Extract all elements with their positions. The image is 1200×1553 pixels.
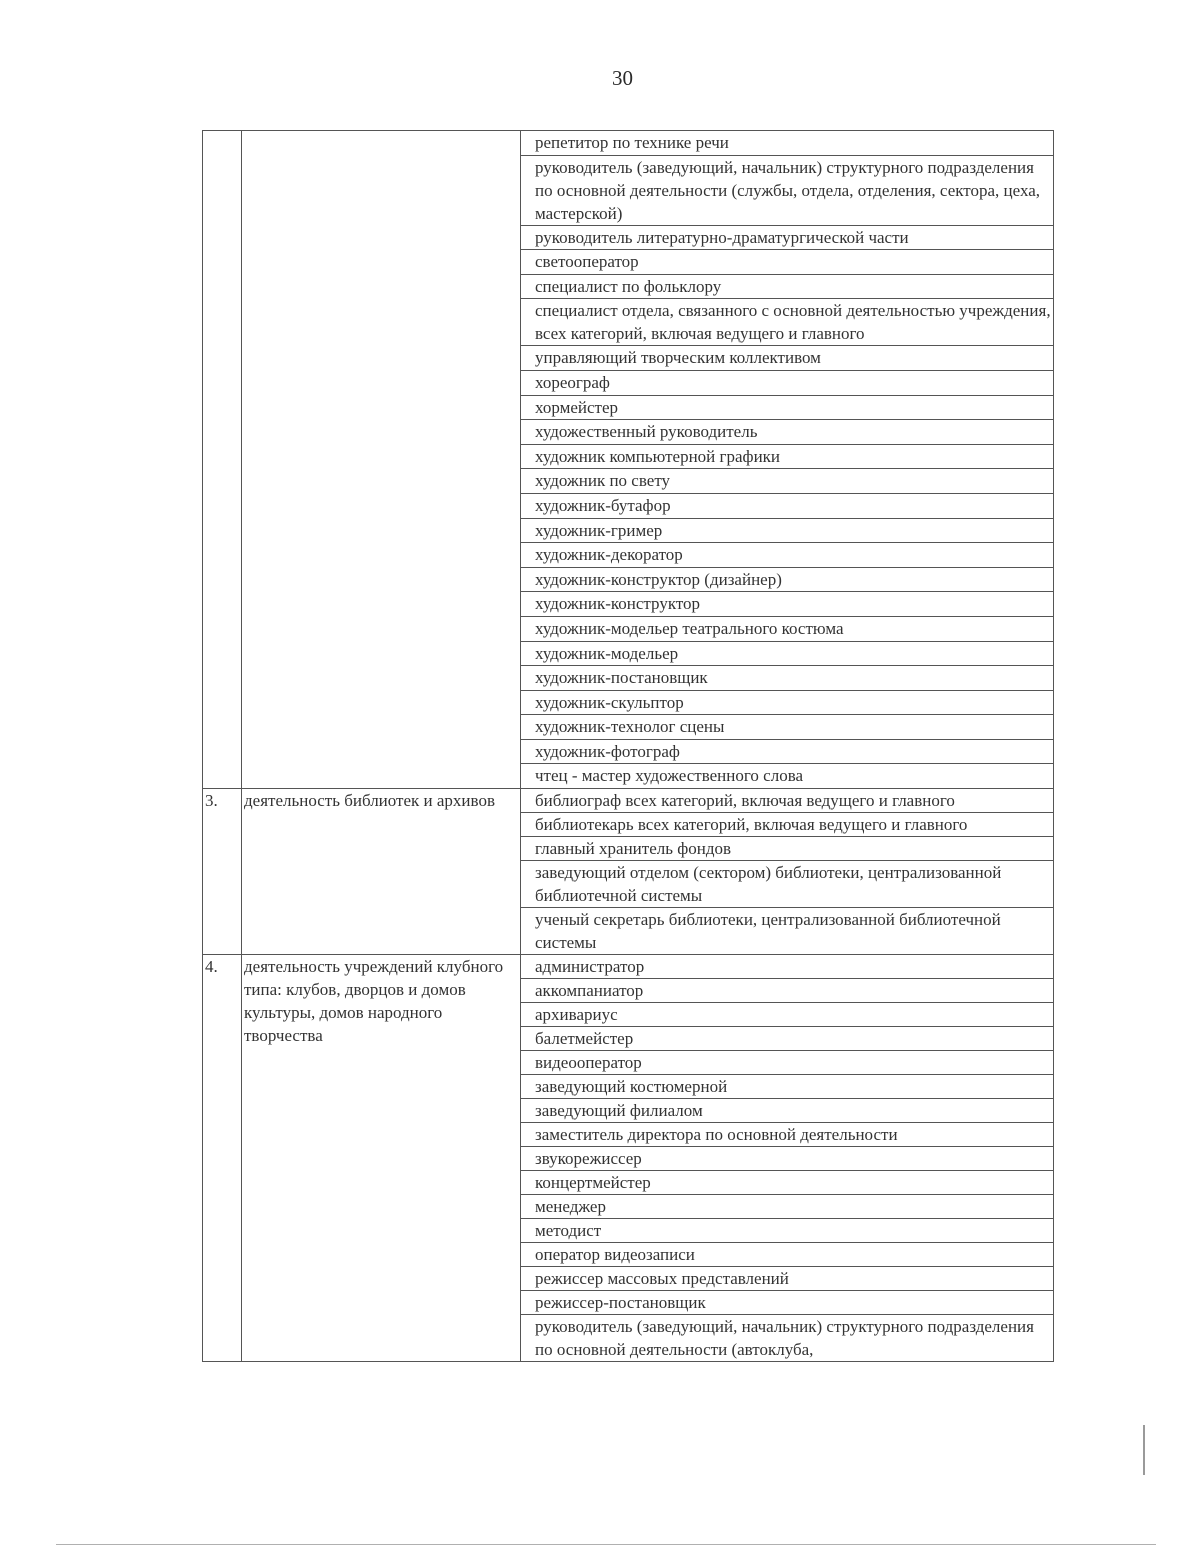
position-cell: художник-технолог сцены [521,715,1054,740]
activity-cell [242,131,521,789]
position-cell: администратор [521,955,1054,979]
position-cell: художник-постановщик [521,666,1054,691]
row-number-cell [203,131,242,789]
position-cell: художественный руководитель [521,420,1054,445]
position-cell: библиотекарь всех категорий, включая ведущего и главного [521,813,1054,837]
position-cell: руководитель литературно-драматургической части [521,225,1054,250]
activity-cell: деятельность учреждений клубного типа: клубов, дворцов и домов культуры, домов народного творчества [242,955,521,1362]
position-cell: репетитор по технике речи [521,131,1054,156]
position-cell: библиограф всех категорий, включая ведущего и главного [521,789,1054,813]
position-cell: художник-декоратор [521,543,1054,568]
position-cell: художник-конструктор (дизайнер) [521,567,1054,592]
position-cell: заведующий филиалом [521,1099,1054,1123]
position-cell: художник по свету [521,469,1054,494]
position-cell: управляющий творческим коллективом [521,346,1054,371]
position-cell: художник-конструктор [521,592,1054,617]
position-cell: балетмейстер [521,1027,1054,1051]
position-cell: специалист отдела, связанного с основной деятельностью учреждения, всех категорий, включая ведущего и главного [521,299,1054,346]
position-cell: художник компьютерной графики [521,444,1054,469]
section-number-cell: 3. [203,789,242,955]
table-body [203,131,1054,1362]
position-cell: художник-гример [521,518,1054,543]
position-cell: режиссер-постановщик [521,1291,1054,1315]
position-cell: художник-скульптор [521,690,1054,715]
position-cell: методист [521,1219,1054,1243]
table-row [203,955,1054,979]
position-cell: художник-модельер театрального костюма [521,616,1054,641]
position-cell: руководитель (заведующий, начальник) структурного подразделения по основной деятельности (службы, отдела, отделения, сектора, цеха, мастерской) [521,155,1054,225]
position-cell: заведующий костюмерной [521,1075,1054,1099]
position-cell: художник-бутафор [521,493,1054,518]
position-cell: режиссер массовых представлений [521,1267,1054,1291]
position-cell: художник-модельер [521,641,1054,666]
position-cell: светооператор [521,250,1054,275]
position-cell: чтец - мастер художественного слова [521,764,1054,789]
table-row [203,131,1054,156]
page-number: 30 [612,66,633,90]
position-cell: ученый секретарь библиотеки, централизованной библиотечной системы [521,908,1054,955]
position-cell: хормейстер [521,395,1054,420]
position-cell: концертмейстер [521,1171,1054,1195]
scan-artifact-mark [1143,1425,1145,1475]
position-cell: заведующий отделом (сектором) библиотеки, централизованной библиотечной системы [521,861,1054,908]
position-cell: художник-фотограф [521,739,1054,764]
position-cell: архивариус [521,1003,1054,1027]
position-cell: хореограф [521,370,1054,395]
scan-artifact-line [56,1544,1156,1545]
activity-cell: деятельность библиотек и архивов [242,789,521,955]
position-cell: менеджер [521,1195,1054,1219]
professions-table [202,130,1054,1362]
position-cell: аккомпаниатор [521,979,1054,1003]
position-cell: видеооператор [521,1051,1054,1075]
position-cell: звукорежиссер [521,1147,1054,1171]
section-number-cell: 4. [203,955,242,1362]
position-cell: специалист по фольклору [521,274,1054,299]
position-cell: оператор видеозаписи [521,1243,1054,1267]
table-row [203,789,1054,813]
position-cell: заместитель директора по основной деятельности [521,1123,1054,1147]
position-cell: главный хранитель фондов [521,837,1054,861]
position-cell: руководитель (заведующий, начальник) структурного подразделения по основной деятельности (автоклуба, [521,1315,1054,1362]
